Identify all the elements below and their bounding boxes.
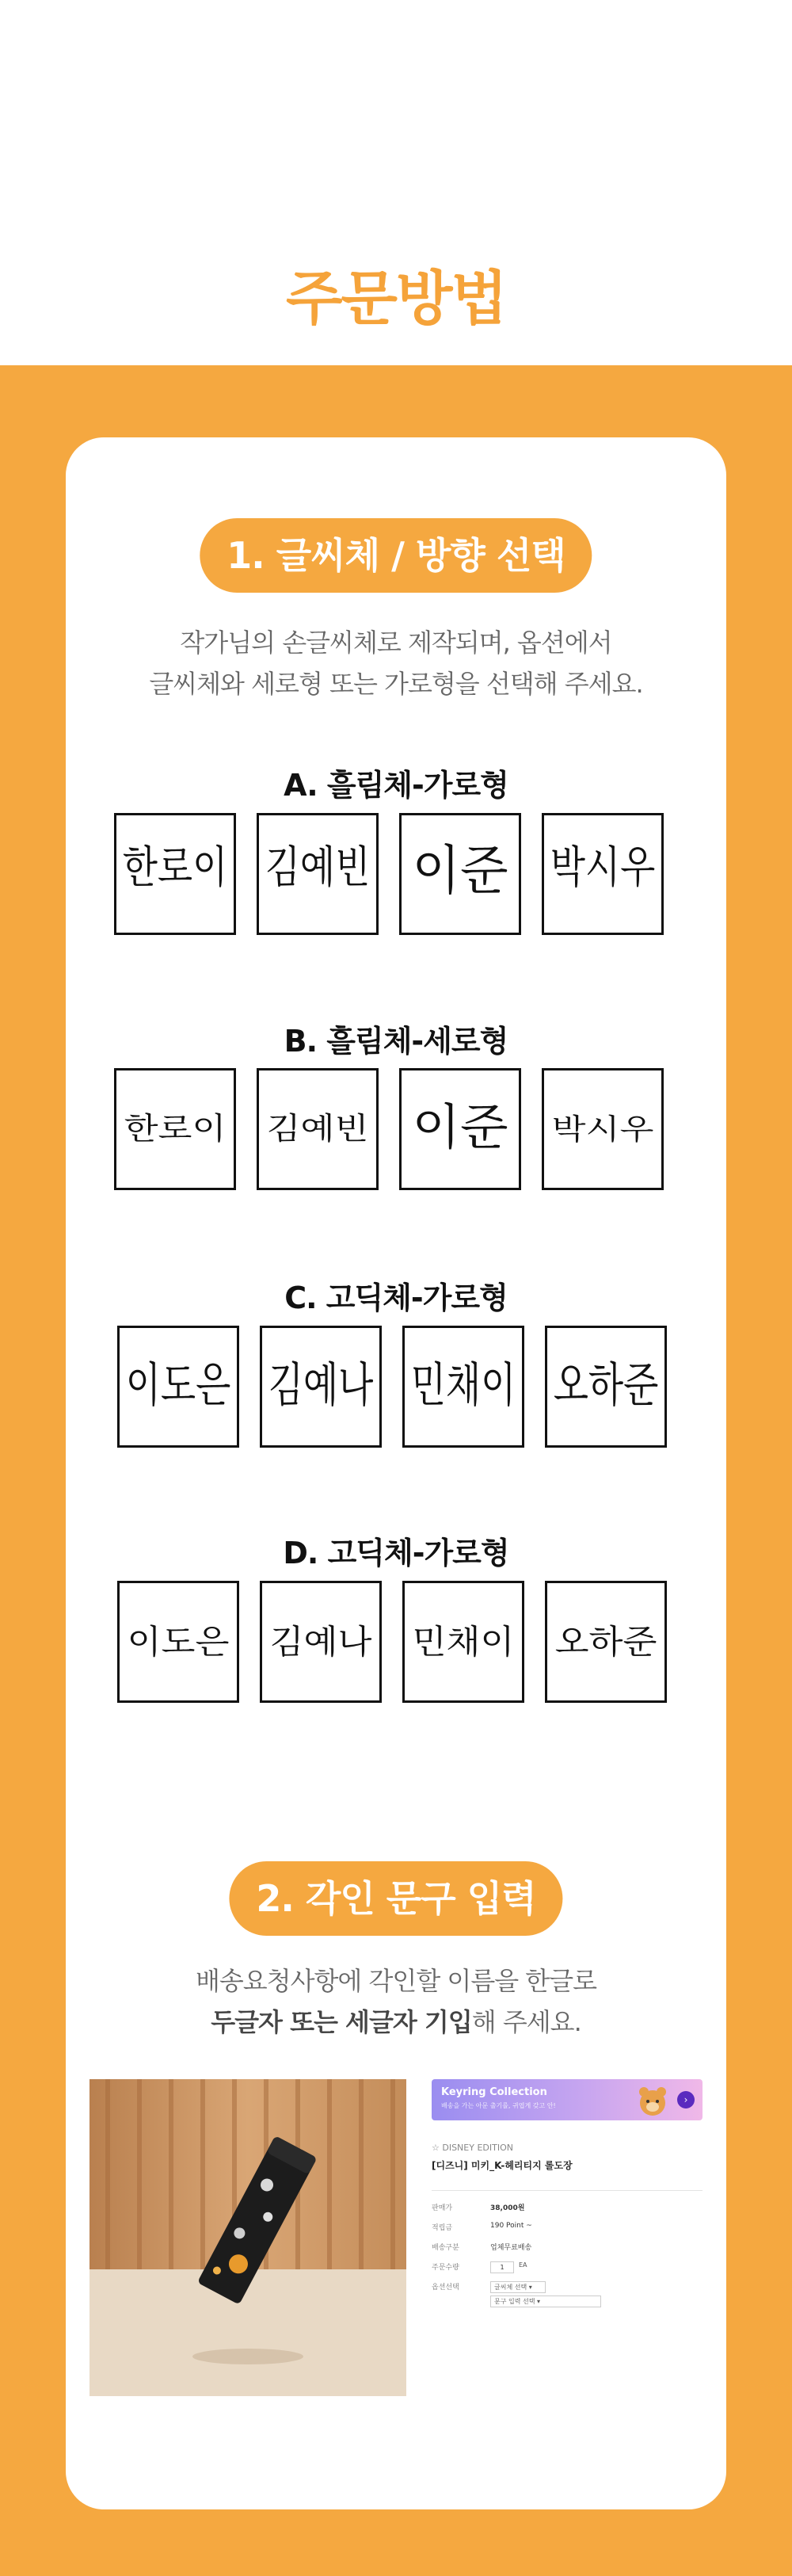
price-value: 38,000원 <box>490 2204 525 2212</box>
price-label: 판매가 <box>432 2204 453 2212</box>
font-option-value: 글씨체 선택 <box>494 2284 527 2291</box>
shipping-row <box>432 2242 703 2254</box>
brand-text: DISNEY EDITION <box>442 2143 513 2153</box>
banner-subtitle: 배송을 가는 아문 출기를, 귀엽게 갖고 안! <box>441 2102 556 2109</box>
stamp-a-4-text: 박시우 <box>550 841 656 894</box>
stamp-c-2-text: 김예나 <box>268 1358 374 1414</box>
stamp-c-1 <box>117 1326 239 1448</box>
stamp-a-2-text: 김예빈 <box>265 841 371 894</box>
stamp-d-4 <box>545 1581 667 1703</box>
stamp-d-1 <box>117 1581 239 1703</box>
step1-desc-line1: 작가님의 손글씨체로 제작되며, 옵션에서 <box>180 628 612 658</box>
style-c-heading: C. 고딕체-가로형 <box>284 1280 508 1315</box>
text-option-value: 문구 입력 선택 <box>494 2298 535 2305</box>
stamp-a-2 <box>257 813 379 935</box>
points-row <box>432 2222 703 2234</box>
stamp-b-1-text: 한로이 <box>124 1111 227 1147</box>
product-screenshot <box>89 2079 703 2396</box>
points-value: 190 Point ~ <box>490 2222 532 2230</box>
stamp-d-3 <box>402 1581 524 1703</box>
step1-desc-line2: 글씨체와 세로형 또는 가로형을 선택해 주세요. <box>149 669 643 699</box>
stamp-a-1 <box>114 813 236 935</box>
page-title: 주문방법 <box>286 265 506 333</box>
shipping-label: 배송구분 <box>432 2244 459 2252</box>
step2-badge: 2. 각인 문구 입력 <box>229 1861 562 1936</box>
stamp-a-3 <box>399 813 521 935</box>
style-c-row <box>114 1326 678 1452</box>
product-info-panel <box>432 2079 703 2396</box>
option-row-2 <box>432 2296 703 2308</box>
style-b-heading: B. 흘림체-세로형 <box>284 1024 508 1059</box>
stamp-c-4-text: 오하준 <box>553 1358 659 1414</box>
stamp-c-3-text: 민채이 <box>410 1358 516 1414</box>
stamp-a-1-text: 한로이 <box>122 841 228 894</box>
stamp-c-4 <box>545 1326 667 1448</box>
shipping-value: 업체무료배송 <box>490 2244 532 2252</box>
stamp-b-1 <box>114 1068 236 1190</box>
price-row <box>432 2202 703 2215</box>
stamp-b-2-text: 김예빈 <box>266 1111 369 1147</box>
content-card <box>66 437 726 2509</box>
step2-desc-line1: 배송요청사항에 각인할 이름을 한글로 <box>195 1966 597 1996</box>
stamp-b-3 <box>399 1068 521 1190</box>
option-label: 옵션선택 <box>432 2284 459 2292</box>
style-b-row <box>114 1068 678 1195</box>
banner-arrow-icon[interactable]: › <box>677 2091 695 2109</box>
quantity-unit: EA <box>519 2261 527 2269</box>
stamp-d-1-text: 이도은 <box>127 1622 230 1662</box>
bear-character-icon <box>634 2081 671 2119</box>
step2-desc-line2 <box>66 2002 726 2043</box>
style-a-row <box>114 813 678 940</box>
product-photo <box>89 2079 406 2396</box>
title-section <box>0 0 792 365</box>
quantity-stepper[interactable]: 1 <box>490 2261 514 2273</box>
style-a-heading: A. 흘림체-가로형 <box>284 768 508 803</box>
stamp-b-4 <box>542 1068 664 1190</box>
banner-title: Keyring Collection <box>441 2086 547 2098</box>
stamp-b-3-text: 이준 <box>412 1098 508 1156</box>
style-d-heading: D. 고딕체-가로형 <box>283 1536 509 1570</box>
font-option-select[interactable]: 글씨체 선택 ▾ <box>490 2281 546 2293</box>
step2-desc <box>66 1960 726 2043</box>
option-row <box>432 2281 703 2294</box>
stamp-a-3-text: 이준 <box>412 839 508 902</box>
step2-desc-strong: 두글자 또는 세글자 기입 <box>211 2007 472 2037</box>
quantity-label: 주문수량 <box>432 2264 459 2272</box>
step1-desc <box>66 622 726 704</box>
stamp-d-2-text: 김예나 <box>269 1622 372 1662</box>
text-option-select[interactable]: 문구 입력 선택 ▾ <box>490 2296 601 2307</box>
quantity-row <box>432 2261 703 2274</box>
divider <box>432 2190 703 2191</box>
stamp-b-2 <box>257 1068 379 1190</box>
step2-desc-suffix: 해 주세요. <box>471 2007 581 2037</box>
brand-label: ☆ DISNEY EDITION <box>432 2143 513 2153</box>
collection-banner[interactable] <box>432 2079 703 2120</box>
stamp-c-1-text: 이도은 <box>125 1358 231 1414</box>
step1-badge: 1. 글씨체 / 방향 선택 <box>200 518 592 593</box>
stamp-c-2 <box>260 1326 382 1448</box>
stamp-d-4-text: 오하준 <box>554 1622 657 1662</box>
product-name: [디즈니] 미키_K-헤리티지 롤도장 <box>432 2160 573 2171</box>
stamp-d-3-text: 민채이 <box>412 1622 515 1662</box>
stamp-a-4 <box>542 813 664 935</box>
stamp-d-2 <box>260 1581 382 1703</box>
style-d-row <box>114 1581 678 1708</box>
stamp-c-3 <box>402 1326 524 1448</box>
stamp-b-4-text: 박시우 <box>551 1112 654 1147</box>
points-label: 적립금 <box>432 2224 453 2232</box>
